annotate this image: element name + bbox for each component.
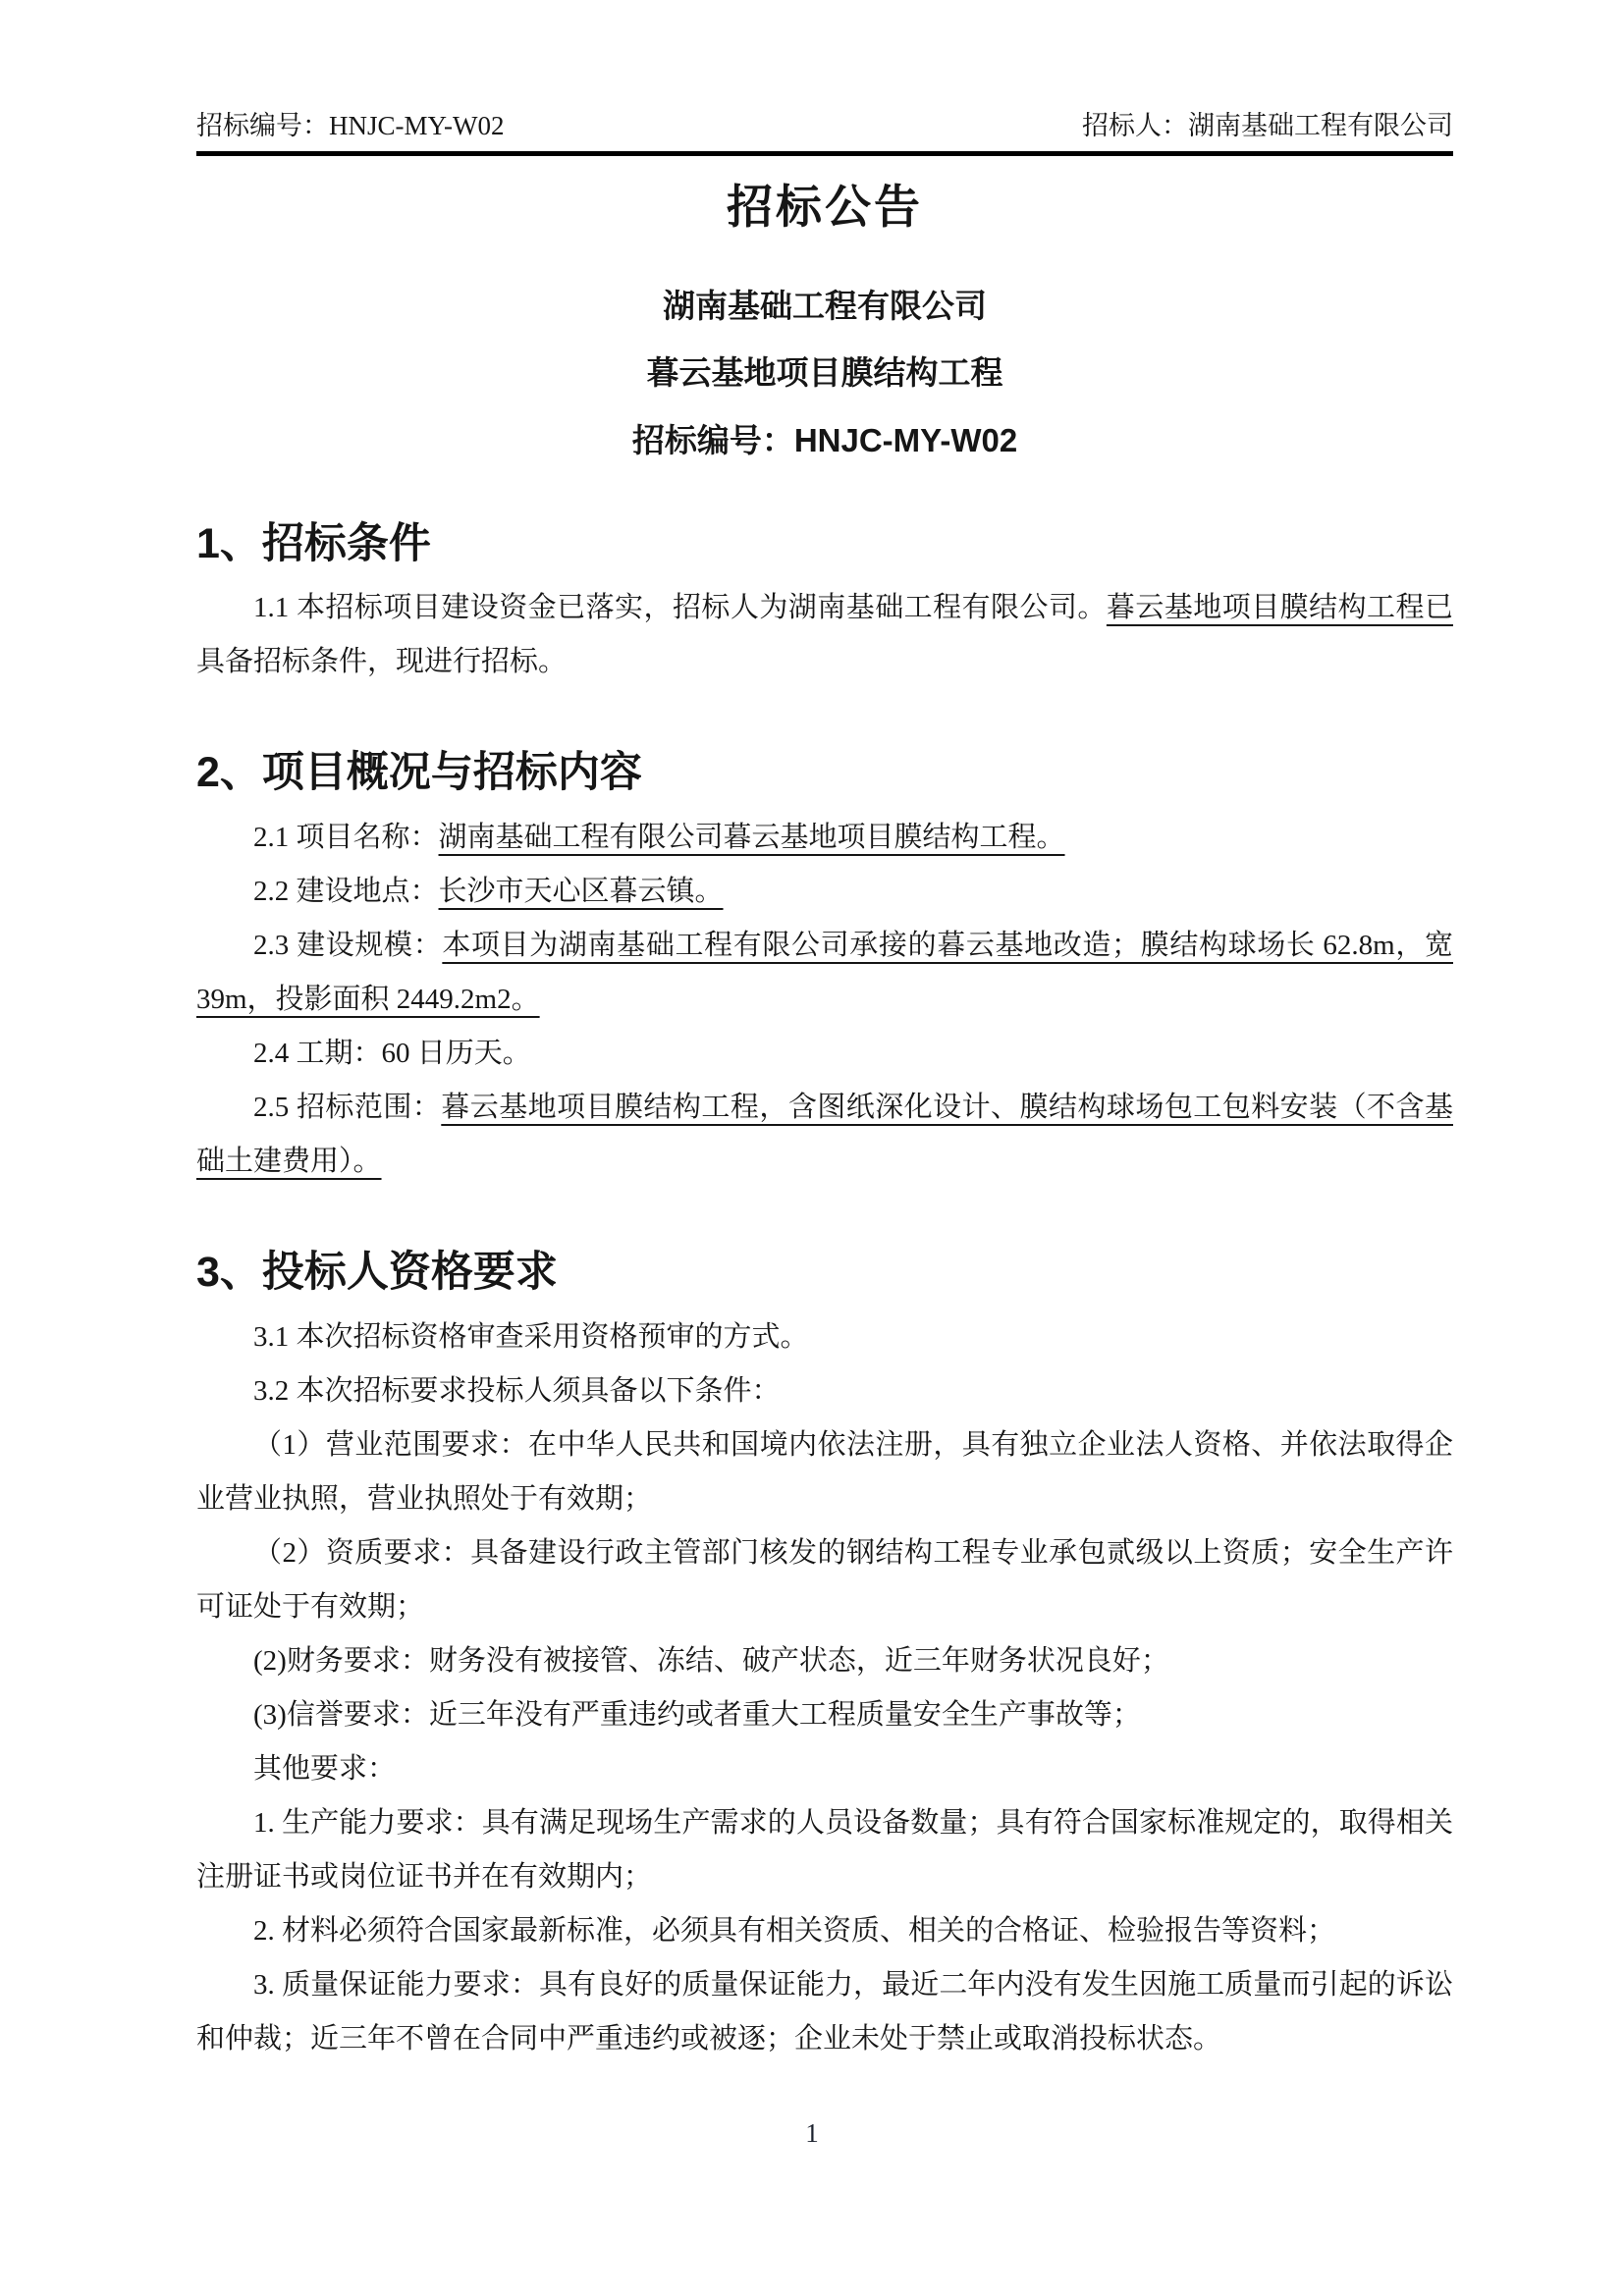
paragraph <box>196 1418 1453 1526</box>
paragraph <box>196 1904 1453 1958</box>
underlined-text-run: 暮云基地项目膜结构工程，含图纸深化设计、膜结构球场包工包料安装（不含基础土建费用）。 <box>196 1092 1453 1178</box>
underlined-text-run: 长沙市天心区暮云镇。 <box>438 876 724 908</box>
text-run: 2.4 工期：60 日历天。 <box>253 1038 531 1070</box>
paragraph <box>196 581 1453 689</box>
text-run: 2.1 项目名称： <box>253 822 439 854</box>
text-run: （1）营业范围要求：在中华人民共和国境内依法注册，具有独立企业法人资格、并依法取得企业营业执照，营业执照处于有效期； <box>196 1428 1453 1515</box>
header-tender-number: 招标编号：HNJC-MY-W02 <box>196 111 505 140</box>
text-run: 2.5 招标范围： <box>253 1092 442 1124</box>
header-rule <box>196 151 1453 156</box>
paragraph <box>196 1742 1453 1796</box>
paragraph <box>196 811 1453 865</box>
underlined-text-run: 本项目为湖南基础工程有限公司承接的暮云基地改造；膜结构球场长 62.8m，宽 39m，投影面积 2449.2m2。 <box>196 930 1453 1016</box>
section-heading: 1、招标条件 <box>196 519 431 567</box>
paragraph <box>196 919 1453 1027</box>
paragraph <box>196 1634 1453 1688</box>
paragraph <box>196 1526 1453 1634</box>
text-run: 1. 生产能力要求：具有满足现场生产需求的人员设备数量；具有符合国家标准规定的，取得相关注册证书或岗位证书并在有效期内； <box>196 1806 1453 1893</box>
paragraph <box>196 1796 1453 1904</box>
subtitle-project: 暮云基地项目膜结构工程 <box>646 354 1003 392</box>
section-bidder-qualifications <box>196 1248 1453 2066</box>
page-number: 1 <box>805 2118 819 2148</box>
document-title: 招标公告 <box>727 180 923 233</box>
paragraph <box>196 1958 1453 2066</box>
text-run: 2.2 建设地点： <box>253 876 439 908</box>
section-project-overview <box>196 748 1453 1189</box>
paragraph <box>196 1027 1453 1081</box>
text-run: (3)信誉要求：近三年没有严重违约或者重大工程质量安全生产事故等； <box>253 1698 1141 1731</box>
text-run: 其他要求： <box>253 1752 397 1785</box>
paragraph <box>196 865 1453 919</box>
underlined-text-run: 暮云基地项目膜结构工程已 <box>1106 592 1453 624</box>
text-run: 具备招标条件，现进行招标。 <box>196 646 568 678</box>
text-run: 2. 材料必须符合国家最新标准，必须具有相关资质、相关的合格证、检验报告等资料； <box>253 1914 1336 1947</box>
text-run: （2）资质要求：具备建设行政主管部门核发的钢结构工程专业承包贰级以上资质；安全生产许可证处于有效期； <box>196 1536 1453 1623</box>
section-heading: 3、投标人资格要求 <box>196 1249 558 1297</box>
subtitle-company: 湖南基础工程有限公司 <box>663 288 987 325</box>
paragraph <box>196 1688 1453 1742</box>
section-heading: 2、项目概况与招标内容 <box>196 749 642 797</box>
page-header <box>196 110 1453 151</box>
paragraph <box>196 1310 1453 1364</box>
text-run: 3.2 本次招标要求投标人须具备以下条件： <box>253 1374 781 1407</box>
text-run: 2.3 建设规模： <box>253 930 443 962</box>
text-run: 3. 质量保证能力要求：具有良好的质量保证能力，最近二年内没有发生因施工质量而引起的诉讼和仲裁；近三年不曾在合同中严重违约或被逐；企业未处于禁止或取消投标状态。 <box>196 1968 1453 2055</box>
paragraph <box>196 1081 1453 1189</box>
text-run: 1.1 本招标项目建设资金已落实，招标人为湖南基础工程有限公司。 <box>253 592 1107 624</box>
subtitle-tender-number: 招标编号：HNJC-MY-W02 <box>631 421 1018 458</box>
underlined-text-run: 湖南基础工程有限公司暮云基地项目膜结构工程。 <box>438 822 1065 854</box>
text-run: (2)财务要求：财务没有被接管、冻结、破产状态，近三年财务状况良好； <box>253 1644 1169 1677</box>
section-tender-conditions <box>196 519 1453 690</box>
paragraph <box>196 1364 1453 1418</box>
header-tenderer: 招标人：湖南基础工程有限公司 <box>1082 111 1453 140</box>
text-run: 3.1 本次招标资格审查采用资格预审的方式。 <box>253 1320 809 1353</box>
